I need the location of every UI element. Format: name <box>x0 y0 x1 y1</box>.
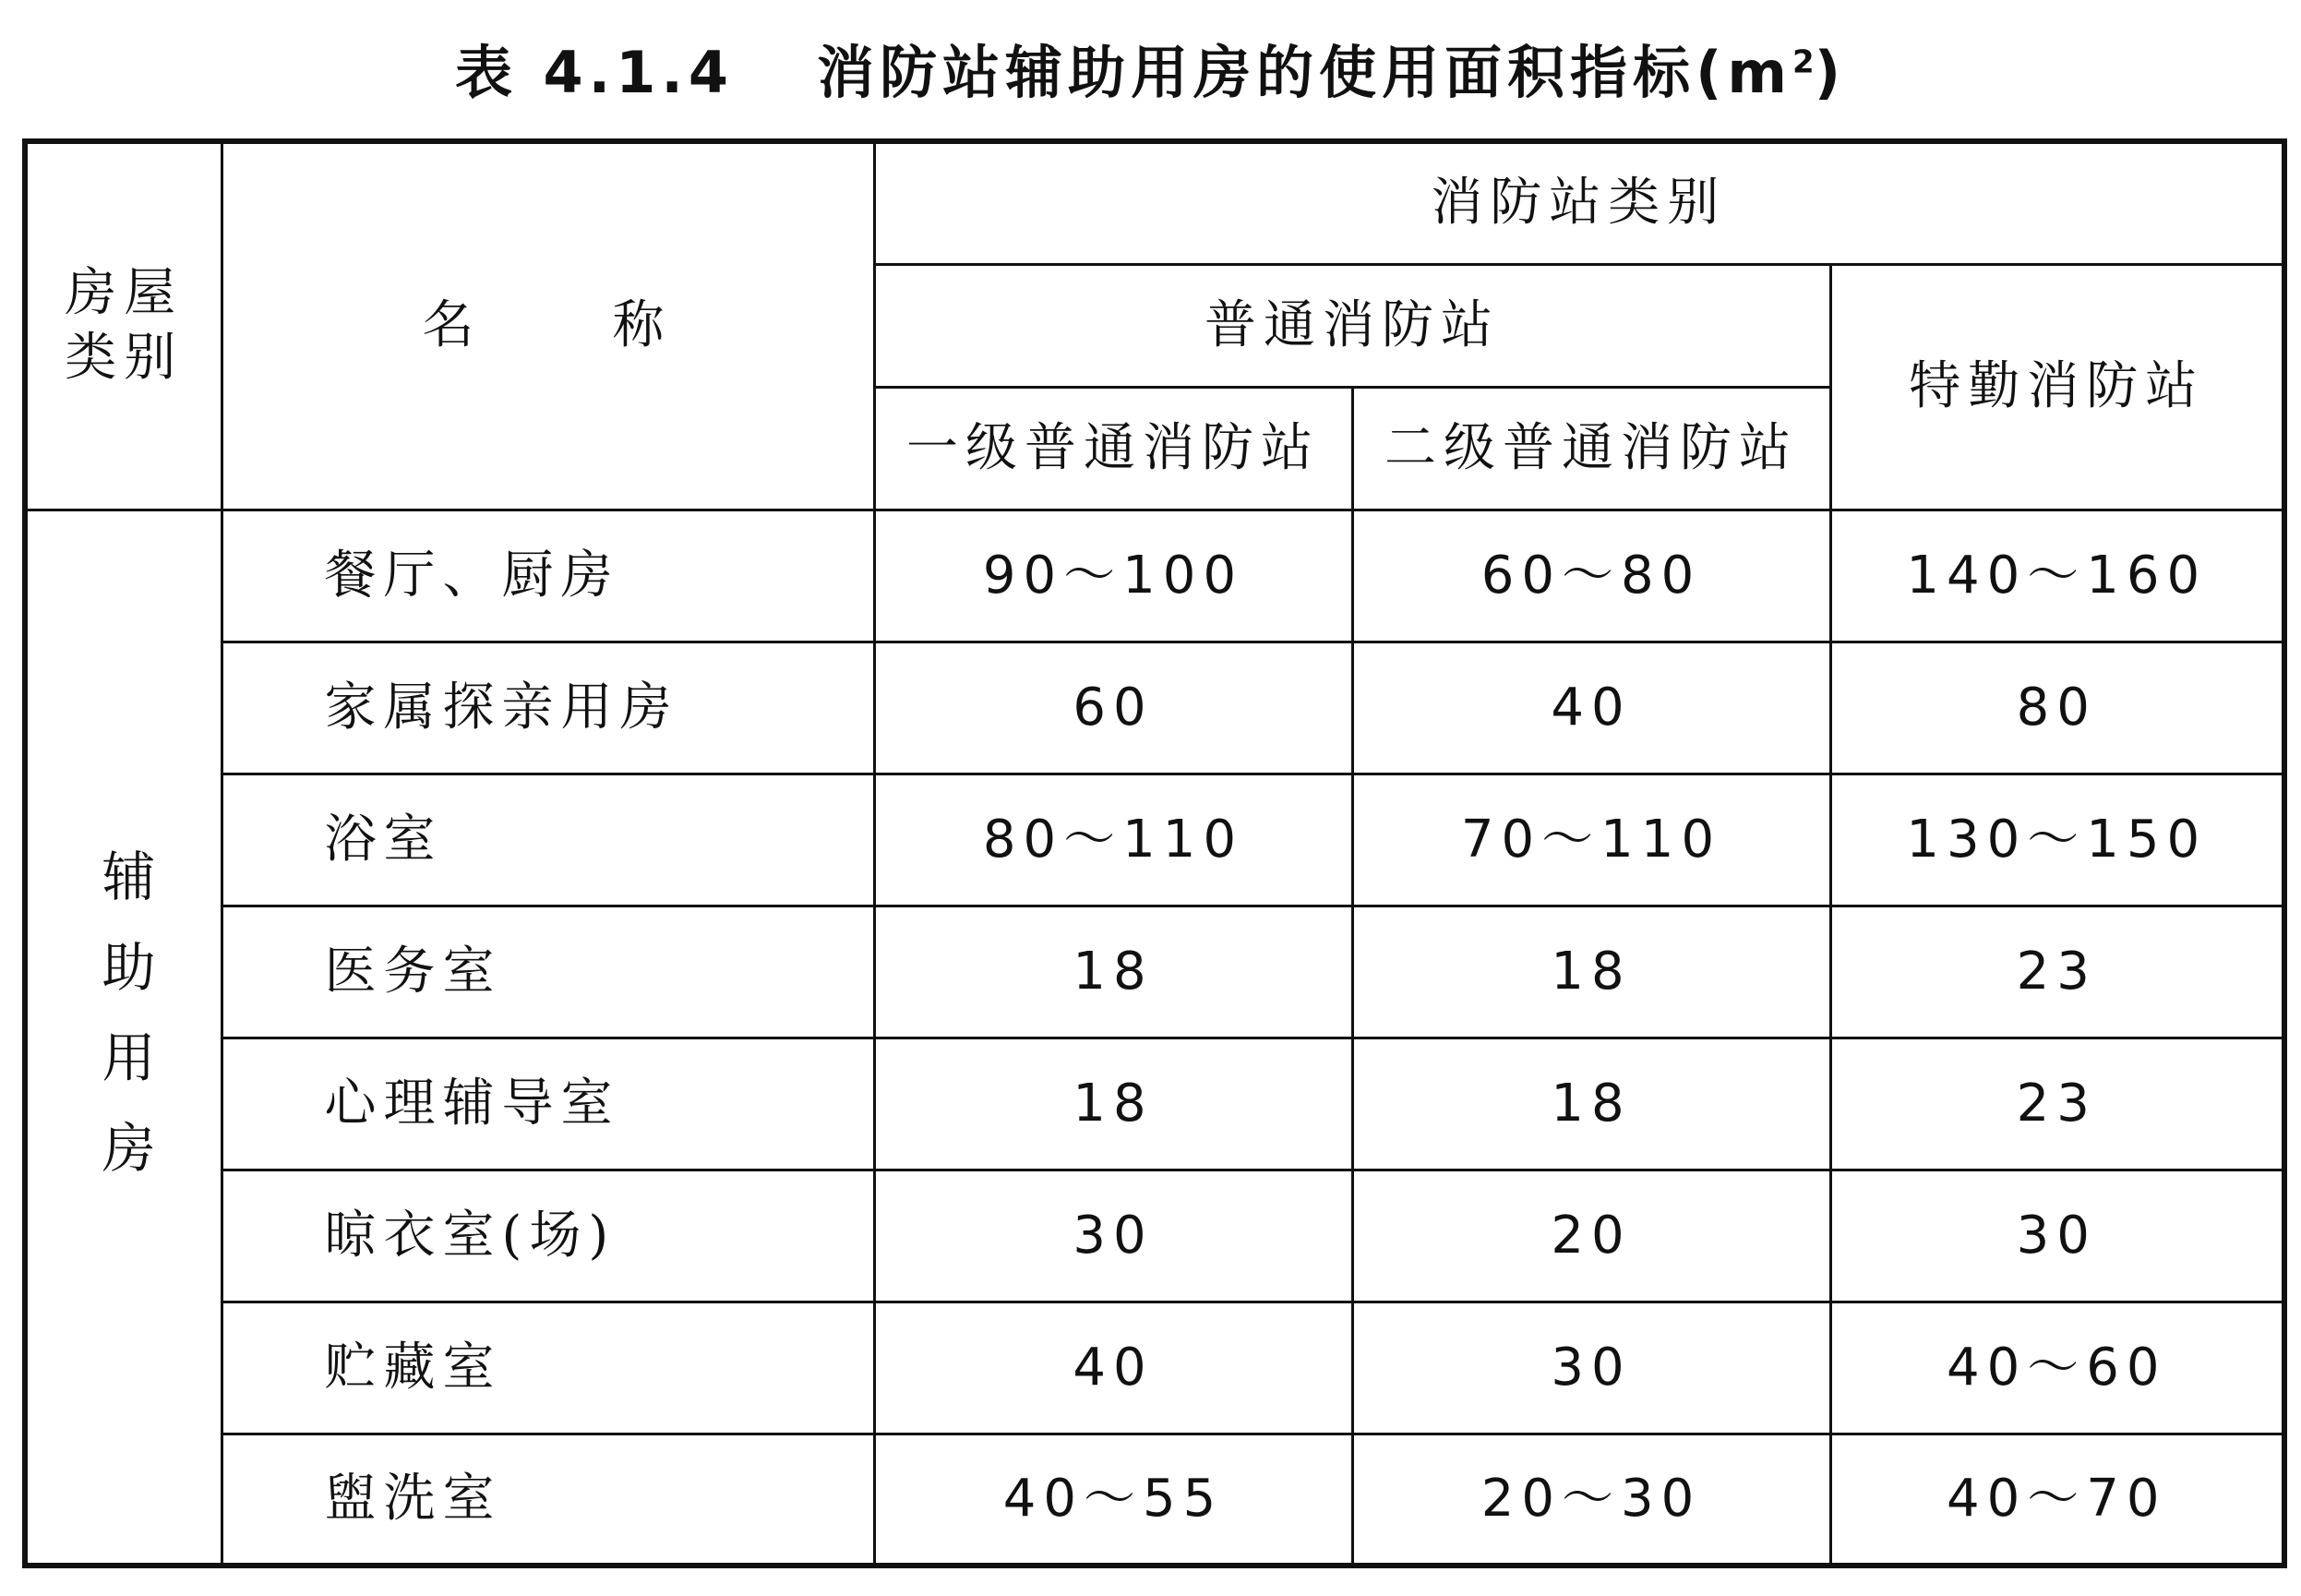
header-level1-station: 一级普通消防站 <box>874 387 1352 510</box>
level2-value-cell: 70～110 <box>1352 774 1830 906</box>
level2-value-cell: 30 <box>1352 1302 1830 1434</box>
room-name-cell: 家属探亲用房 <box>222 642 874 774</box>
header-category-line1: 房屋 <box>65 263 184 324</box>
level1-value-cell: 40 <box>874 1302 1352 1434</box>
header-category-line2: 类别 <box>65 328 184 389</box>
special-value-cell: 23 <box>1830 906 2284 1038</box>
header-name-text: 名称 <box>422 295 803 356</box>
special-value-cell: 40～60 <box>1830 1302 2284 1434</box>
unit-superscript: 2 <box>1792 42 1815 80</box>
table-row <box>25 774 2284 906</box>
level2-value-cell: 40 <box>1352 642 1830 774</box>
header-category <box>25 141 222 510</box>
table-row <box>25 1302 2284 1434</box>
header-level2-station: 二级普通消防站 <box>1352 387 1830 510</box>
room-name-cell: 心理辅导室 <box>222 1038 874 1170</box>
level2-value-cell: 20～30 <box>1352 1434 1830 1566</box>
table-row <box>25 1038 2284 1170</box>
table-row <box>25 906 2284 1038</box>
table-row <box>25 642 2284 774</box>
room-name-cell: 医务室 <box>222 906 874 1038</box>
level1-value-cell: 18 <box>874 1038 1352 1170</box>
room-name-cell: 晾衣室(场) <box>222 1170 874 1302</box>
special-value-cell: 130～150 <box>1830 774 2284 906</box>
level1-value-cell: 40～55 <box>874 1434 1352 1566</box>
table-caption-text: 消防站辅助用房的使用面积指标 <box>817 38 1696 106</box>
header-special-station: 特勤消防站 <box>1830 264 2284 510</box>
special-value-cell: 40～70 <box>1830 1434 2284 1566</box>
level1-value-cell: 90～100 <box>874 510 1352 642</box>
header-ordinary-station: 普通消防站 <box>874 264 1830 387</box>
unit-close: ) <box>1814 38 1847 106</box>
room-name-cell: 贮藏室 <box>222 1302 874 1434</box>
header-row-1 <box>25 141 2284 264</box>
room-name-cell: 浴室 <box>222 774 874 906</box>
table-caption <box>817 27 1846 109</box>
level2-value-cell: 18 <box>1352 1038 1830 1170</box>
level1-value-cell: 80～110 <box>874 774 1352 906</box>
room-name-cell: 盥洗室 <box>222 1434 874 1566</box>
area-index-table <box>22 138 2287 1568</box>
unit-open: (m <box>1696 38 1793 106</box>
special-value-cell: 140～160 <box>1830 510 2284 642</box>
table-row <box>25 510 2284 642</box>
category-label: 辅助用房 <box>92 847 156 1210</box>
special-value-cell: 30 <box>1830 1170 2284 1302</box>
header-station-type: 消防站类别 <box>874 141 2284 264</box>
level1-value-cell: 60 <box>874 642 1352 774</box>
header-name <box>222 141 874 510</box>
special-value-cell: 80 <box>1830 642 2284 774</box>
level2-value-cell: 20 <box>1352 1170 1830 1302</box>
table-row <box>25 1434 2284 1566</box>
table-row <box>25 1170 2284 1302</box>
table-number: 表 4.1.4 <box>454 38 735 106</box>
room-name-cell: 餐厅、厨房 <box>222 510 874 642</box>
level1-value-cell: 30 <box>874 1170 1352 1302</box>
special-value-cell: 23 <box>1830 1038 2284 1170</box>
level2-value-cell: 18 <box>1352 906 1830 1038</box>
category-cell <box>25 510 222 1566</box>
table-title <box>0 17 2301 118</box>
level1-value-cell: 18 <box>874 906 1352 1038</box>
level2-value-cell: 60～80 <box>1352 510 1830 642</box>
